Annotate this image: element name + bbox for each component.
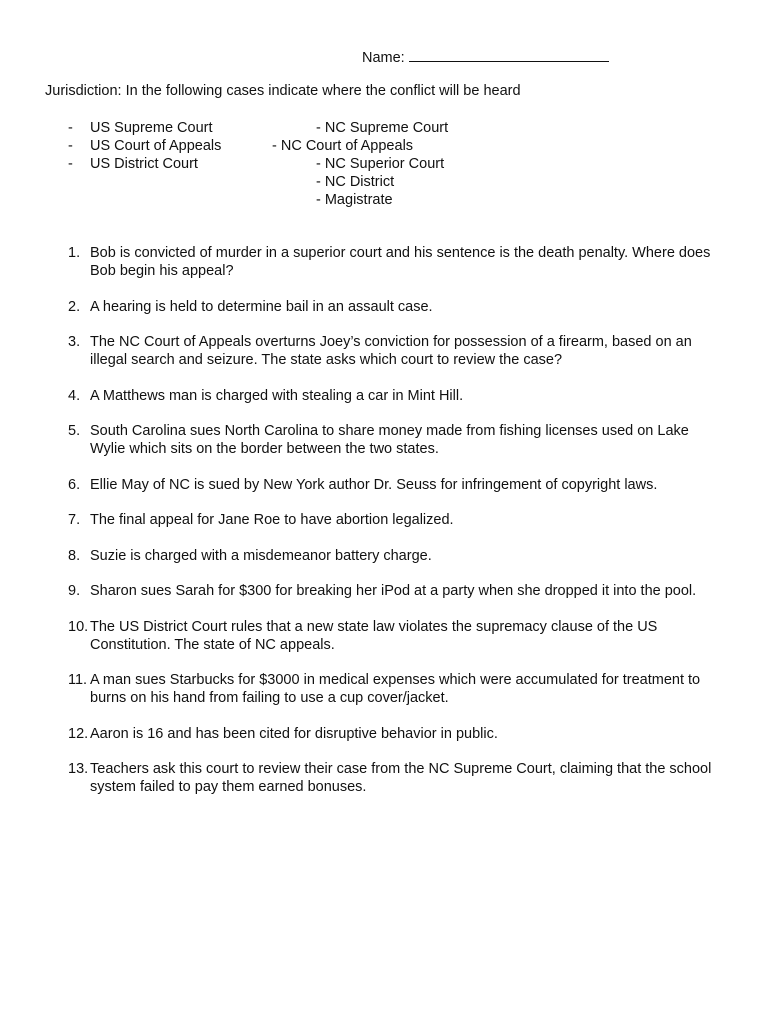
question-text: A Matthews man is charged with stealing a car in Mint Hill. [90,387,464,404]
court-item: - NC Court of Appeals [272,138,414,154]
court-label: US District Court [90,156,198,172]
question-number: 3. [68,334,81,350]
question-number: 1. [68,245,81,261]
question-number: 8. [68,547,81,564]
question-item [68,244,728,280]
question-text: Sharon sues Sarah for $300 for breaking her iPod at a party when she dropped it into the pool. [90,583,697,599]
question-text: The final appeal for Jane Roe to have abortion legalized. [90,512,454,528]
question-text: The US District Court rules that a new state law violates the supremacy clause of the US Constitution. The state of NC appeals. [90,618,658,653]
instructions: Jurisdiction: In the following cases indicate where the conflict will be heard [45,83,521,99]
question-list [68,244,728,814]
question-number: 12. [68,725,89,742]
question-item [68,725,728,743]
name-blank-line[interactable] [409,47,609,62]
court-item: - NC District [316,174,395,190]
question-item [68,333,728,369]
question-item [68,618,728,654]
question-item [68,582,728,600]
bullet-dash: - [68,120,73,136]
question-number: 13. [68,761,89,777]
question-number: 2. [68,298,81,315]
state-courts [272,119,532,209]
question-text: The NC Court of Appeals overturns Joey’s conviction for possession of a firearm, based on an illegal search and seizure. The state asks which court to review the case? [90,334,692,368]
question-text: Bob is convicted of murder in a superior court and his sentence is the death penalty. Where does Bob begin his appeal? [90,245,711,279]
question-text: Aaron is 16 and has been cited for disruptive behavior in public. [90,725,498,742]
name-field [362,47,609,66]
question-number: 9. [68,583,81,599]
court-item: - NC Superior Court [316,156,445,172]
question-item [68,547,728,565]
question-number: 10. [68,618,89,635]
question-text: A hearing is held to determine bail in an assault case. [90,298,433,315]
question-number: 7. [68,512,81,528]
question-item [68,387,728,405]
bullet-dash: - [68,156,73,172]
question-item [68,422,728,458]
name-label: Name: [362,50,405,66]
question-text: Ellie May of NC is sued by New York author Dr. Seuss for infringement of copyright laws. [90,476,658,493]
question-item [68,511,728,529]
question-number: 4. [68,387,81,404]
question-item [68,476,728,494]
question-item [68,298,728,316]
question-item [68,671,728,707]
question-text: South Carolina sues North Carolina to share money made from fishing licenses used on Lake Wylie which sits on the border between the two states. [90,423,689,457]
bullet-dash: - [68,138,73,154]
question-number: 6. [68,476,81,493]
court-label: US Supreme Court [90,120,213,136]
court-label: US Court of Appeals [90,138,222,154]
question-number: 5. [68,423,81,439]
question-text: Suzie is charged with a misdemeanor battery charge. [90,547,432,564]
court-item: - Magistrate [316,192,393,208]
question-item [68,760,728,796]
question-text: A man sues Starbucks for $3000 in medical expenses which were accumulated for treatment to burns on his hand from failing to use a cup cover/jacket. [90,672,701,706]
question-text: Teachers ask this court to review their case from the NC Supreme Court, claiming that the school system failed to pay them earned bonuses. [90,761,712,795]
court-item: - NC Supreme Court [316,120,449,136]
question-number: 11. [68,672,88,688]
